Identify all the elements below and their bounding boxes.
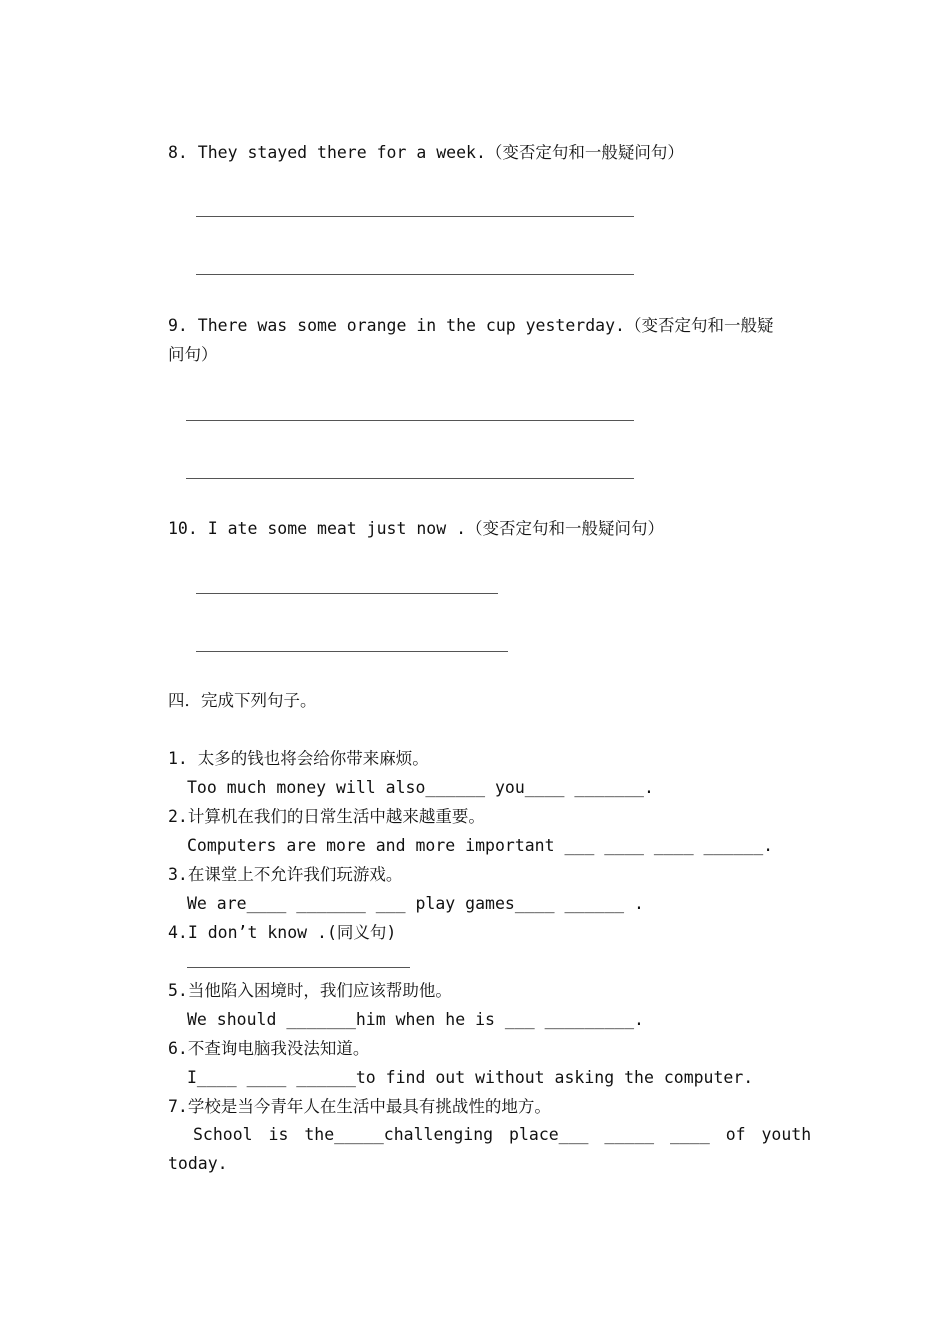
item-2-english: Computers are more and more important ___ ____ ____ ______. [187, 836, 774, 855]
item-5-english: We should _______him when he is ___ _________. [187, 1010, 644, 1029]
item-3-english: We are____ _______ ___ play games____ ______ . [187, 894, 644, 913]
answer-line[interactable] [196, 651, 508, 652]
item-7-chinese: 7.学校是当今青年人在生活中最具有挑战性的地方。 [168, 1097, 551, 1116]
item-7-english-line2: today. [168, 1154, 228, 1173]
item-4-chinese: 4.I don’t know .(同义句) [168, 923, 397, 942]
answer-line[interactable] [186, 478, 634, 479]
section-heading: 四．完成下列句子。 [168, 691, 317, 710]
answer-line[interactable] [196, 274, 634, 275]
answer-line[interactable] [186, 420, 634, 421]
answer-line[interactable] [196, 216, 634, 217]
answer-line[interactable] [187, 967, 410, 968]
item-7-english-line1: School is the_____challenging place___ _____ ____ of youth [193, 1125, 812, 1144]
item-5-chinese: 5.当他陷入困境时，我们应该帮助他。 [168, 981, 452, 1000]
answer-line[interactable] [196, 593, 498, 594]
question-10: 10. I ate some meat just now .（变否定句和一般疑问句） [168, 519, 665, 538]
item-6-english: I____ ____ ______to find out without asking the computer. [187, 1068, 754, 1087]
question-9-line1: 9. There was some orange in the cup yesterday.（变否定句和一般疑 [168, 316, 774, 335]
question-8: 8. They stayed there for a week.（变否定句和一般疑问句） [168, 143, 684, 162]
item-1-chinese: 1. 太多的钱也将会给你带来麻烦。 [168, 749, 429, 768]
question-9-line2: 问句） [168, 345, 218, 364]
item-3-chinese: 3.在课堂上不允许我们玩游戏。 [168, 865, 403, 884]
item-2-chinese: 2.计算机在我们的日常生活中越来越重要。 [168, 807, 485, 826]
item-6-chinese: 6.不查询电脑我没法知道。 [168, 1039, 370, 1058]
item-1-english: Too much money will also______ you____ _______. [187, 778, 654, 797]
